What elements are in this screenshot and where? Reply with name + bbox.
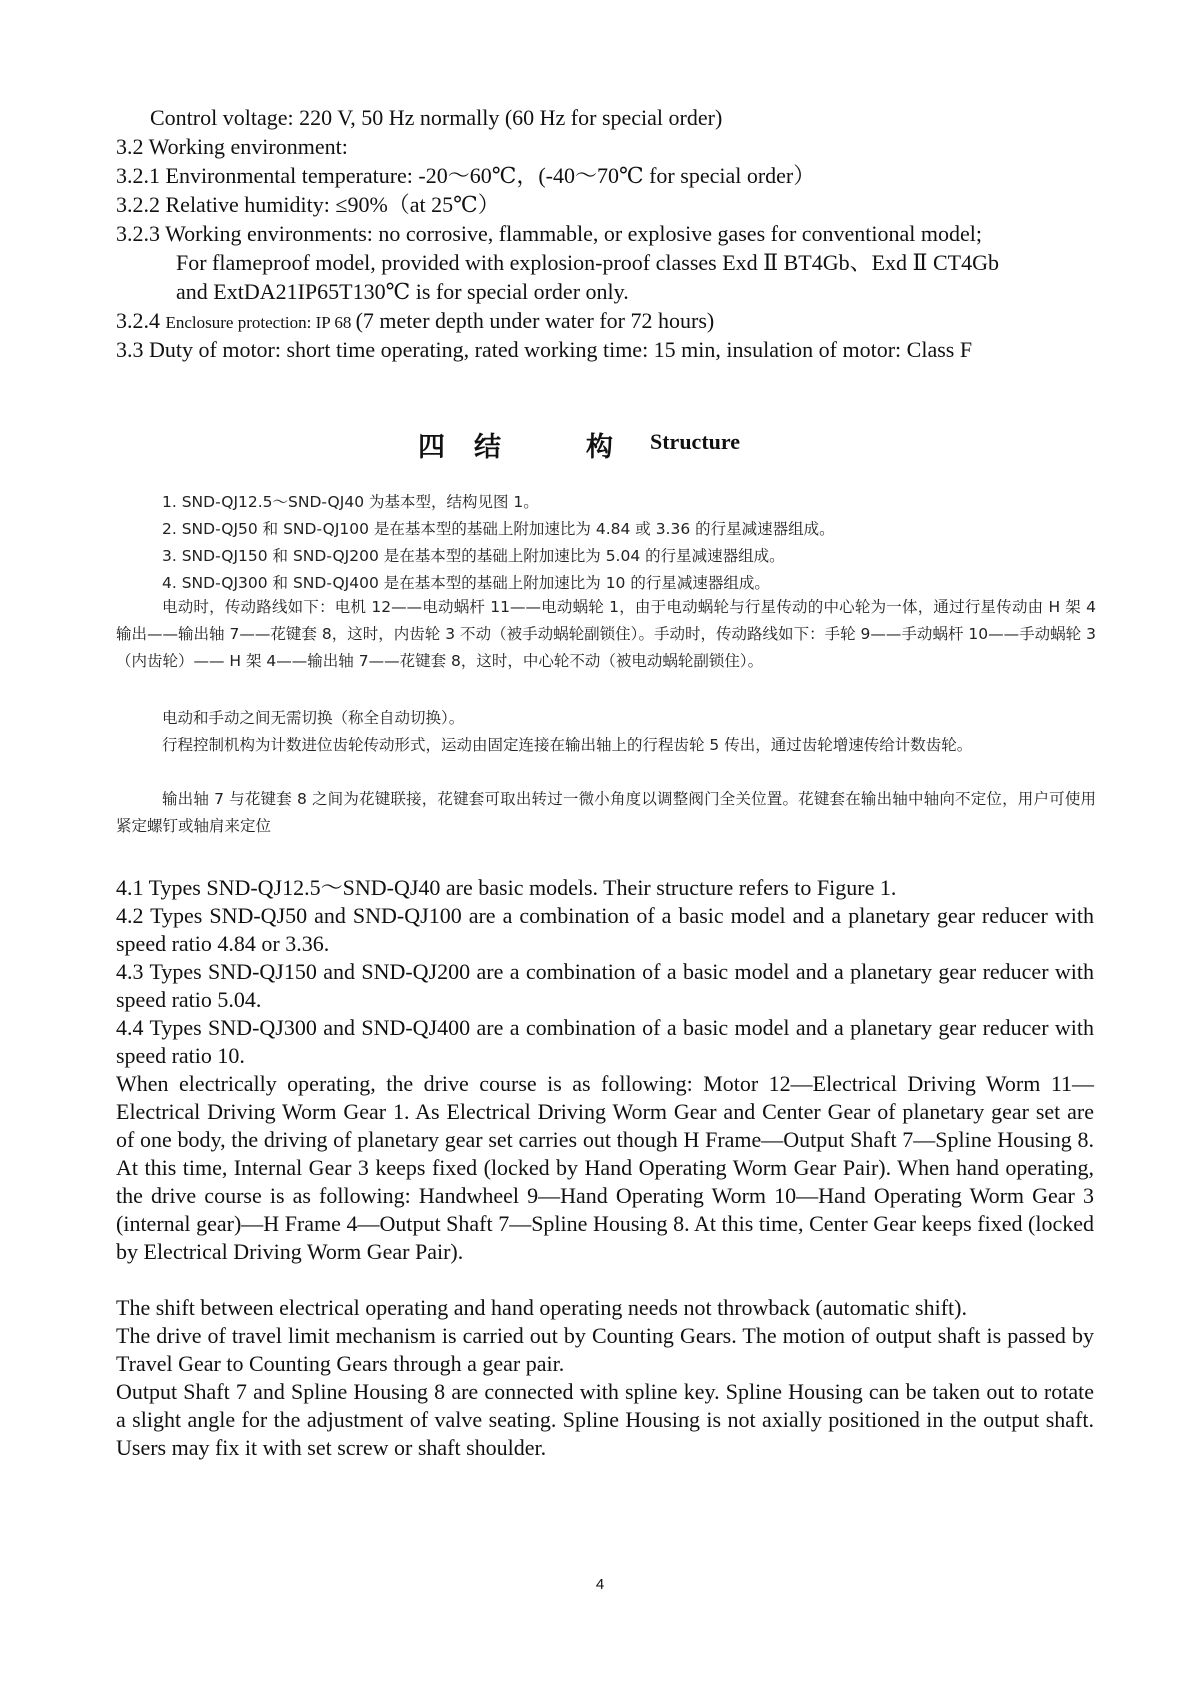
section-heading	[0, 425, 1200, 465]
en-paragraph-spline: Output Shaft 7 and Spline Housing 8 are connected with spline key. Spline Housing can be taken out to rotate a slight angle for the adjustment of valve seating. Spline Housing is not axially positioned in the output shaft. Users may fix it with set screw or shaft shoulder.	[116, 1379, 1094, 1460]
en-paragraph-travel: The drive of travel limit mechanism is carried out by Counting Gears. The motion of output shaft is passed by Travel Gear to Counting Gears through a gear pair.	[116, 1323, 1094, 1376]
enclosure-label: Enclosure protection: IP 68	[165, 313, 356, 332]
cn-item-3: 3. SND-QJ150 和 SND-QJ200 是在基本型的基础上附加速比为 5.04 的行星减速器组成。	[162, 547, 785, 565]
en-paragraph-shift: The shift between electrical operating and hand operating needs not throwback (automatic shift).	[116, 1295, 967, 1320]
duty-of-motor-line: 3.3 Duty of motor: short time operating, rated working time: 15 min, insulation of motor: Class F	[116, 337, 973, 362]
en-paragraph-4-2: 4.2 Types SND-QJ50 and SND-QJ100 are a combination of a basic model and a planetary gear reducer with speed ratio 4.84 or 3.36.	[116, 903, 1094, 956]
cn-paragraph-spline: 输出轴 7 与花键套 8 之间为花键联接，花键套可取出转过一微小角度以调整阀门全关位置。花键套在输出轴中轴向不定位，用户可使用紧定螺钉或轴肩来定位	[116, 790, 1096, 835]
heading-cn-2: 结	[474, 432, 501, 463]
heading-cn-1: 四	[418, 432, 445, 463]
environmental-temperature-line: 3.2.1 Environmental temperature: -20～60℃，(-40～70℃ for special order）	[116, 163, 816, 188]
relative-humidity-line: 3.2.2 Relative humidity: ≤90%（at 25℃）	[116, 192, 500, 217]
control-voltage-line: Control voltage: 220 V, 50 Hz normally (60 Hz for special order)	[150, 105, 723, 130]
cn-paragraph-switch: 电动和手动之间无需切换（称全自动切换）。	[162, 709, 465, 727]
cn-item-4: 4. SND-QJ300 和 SND-QJ400 是在基本型的基础上附加速比为 10 的行星减速器组成。	[162, 574, 770, 592]
flameproof-line: For flameproof model, provided with explosion-proof classes Exd Ⅱ BT4Gb、Exd Ⅱ CT4Gb	[176, 250, 1000, 275]
working-environments-line: 3.2.3 Working environments: no corrosive, flammable, or explosive gases for conventional model;	[116, 221, 983, 246]
page-number: 4	[595, 1576, 605, 1593]
cn-paragraph-travel: 行程控制机构为计数进位齿轮传动形式，运动由固定连接在输出轴上的行程齿轮 5 传出，通过齿轮增速传给计数齿轮。	[162, 736, 973, 754]
enclosure-protection-line	[116, 306, 714, 337]
en-paragraph-drive: When electrically operating, the drive course is as following: Motor 12—Electrical Driving Worm 11—Electrical Driving Worm Gear 1. As Electrical Driving Worm Gear and Center Gear of planetary gear set are of one body, the driving of planetary gear set carries out though H Frame—Output Shaft 7—Spline Housing 8. At this time, Internal Gear 3 keeps fixed (locked by Hand Operating Worm Gear Pair). When hand operating, the drive course is as following: Handwheel 9—Hand Operating Worm 10—Hand Operating Worm Gear 3 (internal gear)—H Frame 4—Output Shaft 7—Spline Housing 8. At this time, Center Gear keeps fixed (locked by Electrical Driving Worm Gear Pair).	[116, 1071, 1094, 1264]
heading-cn-3: 构	[586, 432, 613, 463]
heading-en: Structure	[650, 429, 741, 454]
en-paragraph-4-3: 4.3 Types SND-QJ150 and SND-QJ200 are a combination of a basic model and a planetary gear reducer with speed ratio 5.04.	[116, 959, 1094, 1012]
special-order-line: and ExtDA21IP65T130℃ is for special order only.	[176, 279, 629, 304]
cn-paragraph-drive: 电动时，传动路线如下：电机 12——电动蜗杆 11——电动蜗轮 1，由于电动蜗轮与行星传动的中心轮为一体，通过行星传动由 H 架 4 输出——输出轴 7——花键套 8，这时，内齿轮 3 不动（被手动蜗轮副锁住）。手动时，传动路线如下：手轮 9——手动蜗杆 10——手动蜗轮 3（内齿轮）—— H 架 4——输出轴 7——花键套 8，这时，中心轮不动（被电动蜗轮副锁住）。	[116, 598, 1096, 670]
cn-item-2: 2. SND-QJ50 和 SND-QJ100 是在基本型的基础上附加速比为 4.84 或 3.36 的行星减速器组成。	[162, 520, 835, 538]
cn-item-1: 1. SND-QJ12.5～SND-QJ40 为基本型，结构见图 1。	[162, 493, 539, 511]
enclosure-detail: (7 meter depth under water for 72 hours)	[355, 308, 715, 333]
en-paragraph-4-4: 4.4 Types SND-QJ300 and SND-QJ400 are a combination of a basic model and a planetary gear reducer with speed ratio 10.	[116, 1015, 1094, 1068]
working-environment-heading: 3.2 Working environment:	[116, 134, 348, 159]
en-paragraph-4-1: 4.1 Types SND-QJ12.5～SND-QJ40 are basic models. Their structure refers to Figure 1.	[116, 875, 897, 900]
enclosure-number: 3.2.4	[116, 308, 166, 333]
